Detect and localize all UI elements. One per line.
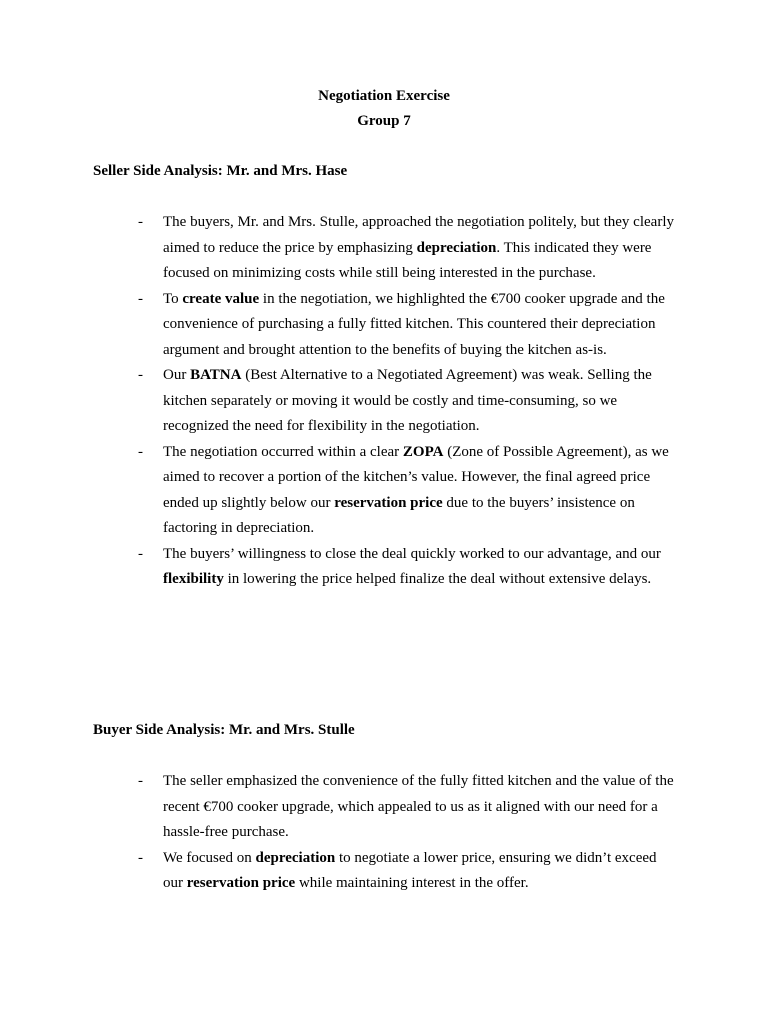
bullet-dash: - <box>138 443 143 460</box>
text-segment: while maintaining interest in the offer. <box>295 875 529 891</box>
text-segment: in the negotiation, we highlighted the €700 cooker upgrade and the convenience of purchasing a fully fitted kitchen. This countered their depreciation argument and brought attention to the benefits of buying the kitchen as-is. <box>163 290 665 358</box>
text-segment: The buyers’ willingness to close the deal quickly worked to our advantage, and our <box>163 545 661 562</box>
bullet-dash: - <box>138 214 143 230</box>
bullet-dash: - <box>138 773 143 789</box>
list-item <box>0 846 678 897</box>
buyer-section-heading: Buyer Side Analysis: Mr. and Mrs. Stulle <box>93 722 355 738</box>
text-segment: . This indicated they were focused on minimizing costs while still being interested in the purchase. <box>163 239 652 281</box>
text-segment: due to the buyers’ insistence on factoring in depreciation. <box>163 494 635 536</box>
bold-term: flexibility <box>163 571 224 587</box>
text-segment: to negotiate a lower price, ensuring we didn’t exceed our <box>163 849 657 891</box>
bold-term: reservation price <box>186 875 296 891</box>
text-segment: To <box>163 290 183 307</box>
seller-bullet-list <box>0 210 768 593</box>
bold-term: depreciation <box>255 849 336 866</box>
bold-term: BATNA <box>190 367 242 383</box>
text-segment: The seller emphasized the convenience of the fully fitted kitchen and the value of the recent €700 cooker upgrade, which appealed to us as it aligned with our need for a hassle-free purchase. <box>163 773 674 840</box>
bullet-dash: - <box>138 367 143 383</box>
bold-term: create value <box>182 290 260 307</box>
bold-term: reservation price <box>334 494 443 511</box>
document-title: Negotiation Exercise <box>318 88 450 104</box>
text-segment: in lowering the price helped finalize the deal without extensive delays. <box>223 571 652 587</box>
text-segment: (Best Alternative to a Negotiated Agreement) was weak. Selling the kitchen separately or moving it would be costly and time-consuming, so we recognized the need for flexibility in the negotiation. <box>163 367 652 434</box>
group-label: Group 7 <box>357 113 411 129</box>
bold-term: depreciation <box>416 239 497 256</box>
text-segment: The buyers, Mr. and Mrs. Stulle, approached the negotiation politely, but they clearly aimed to reduce the price by emphasizing <box>163 214 674 256</box>
list-item <box>0 542 678 593</box>
text-segment: Our <box>163 367 191 383</box>
list-item <box>0 287 678 364</box>
list-item <box>0 210 678 287</box>
seller-section-heading: Seller Side Analysis: Mr. and Mrs. Hase <box>93 163 348 179</box>
list-item <box>0 363 678 440</box>
text-segment: The negotiation occurred within a clear <box>163 443 403 460</box>
list-item <box>0 769 678 846</box>
bullet-dash: - <box>138 545 143 562</box>
buyer-bullet-list <box>0 769 768 897</box>
bullet-dash: - <box>138 290 143 307</box>
bold-term: ZOPA <box>402 443 444 460</box>
list-item <box>0 440 678 542</box>
text-segment: We focused on <box>163 849 256 866</box>
bullet-dash: - <box>138 849 143 866</box>
text-segment: (Zone of Possible Agreement), as we aimed to recover a portion of the kitchen’s value. However, the final agreed price ended up slightly below our <box>163 443 669 511</box>
